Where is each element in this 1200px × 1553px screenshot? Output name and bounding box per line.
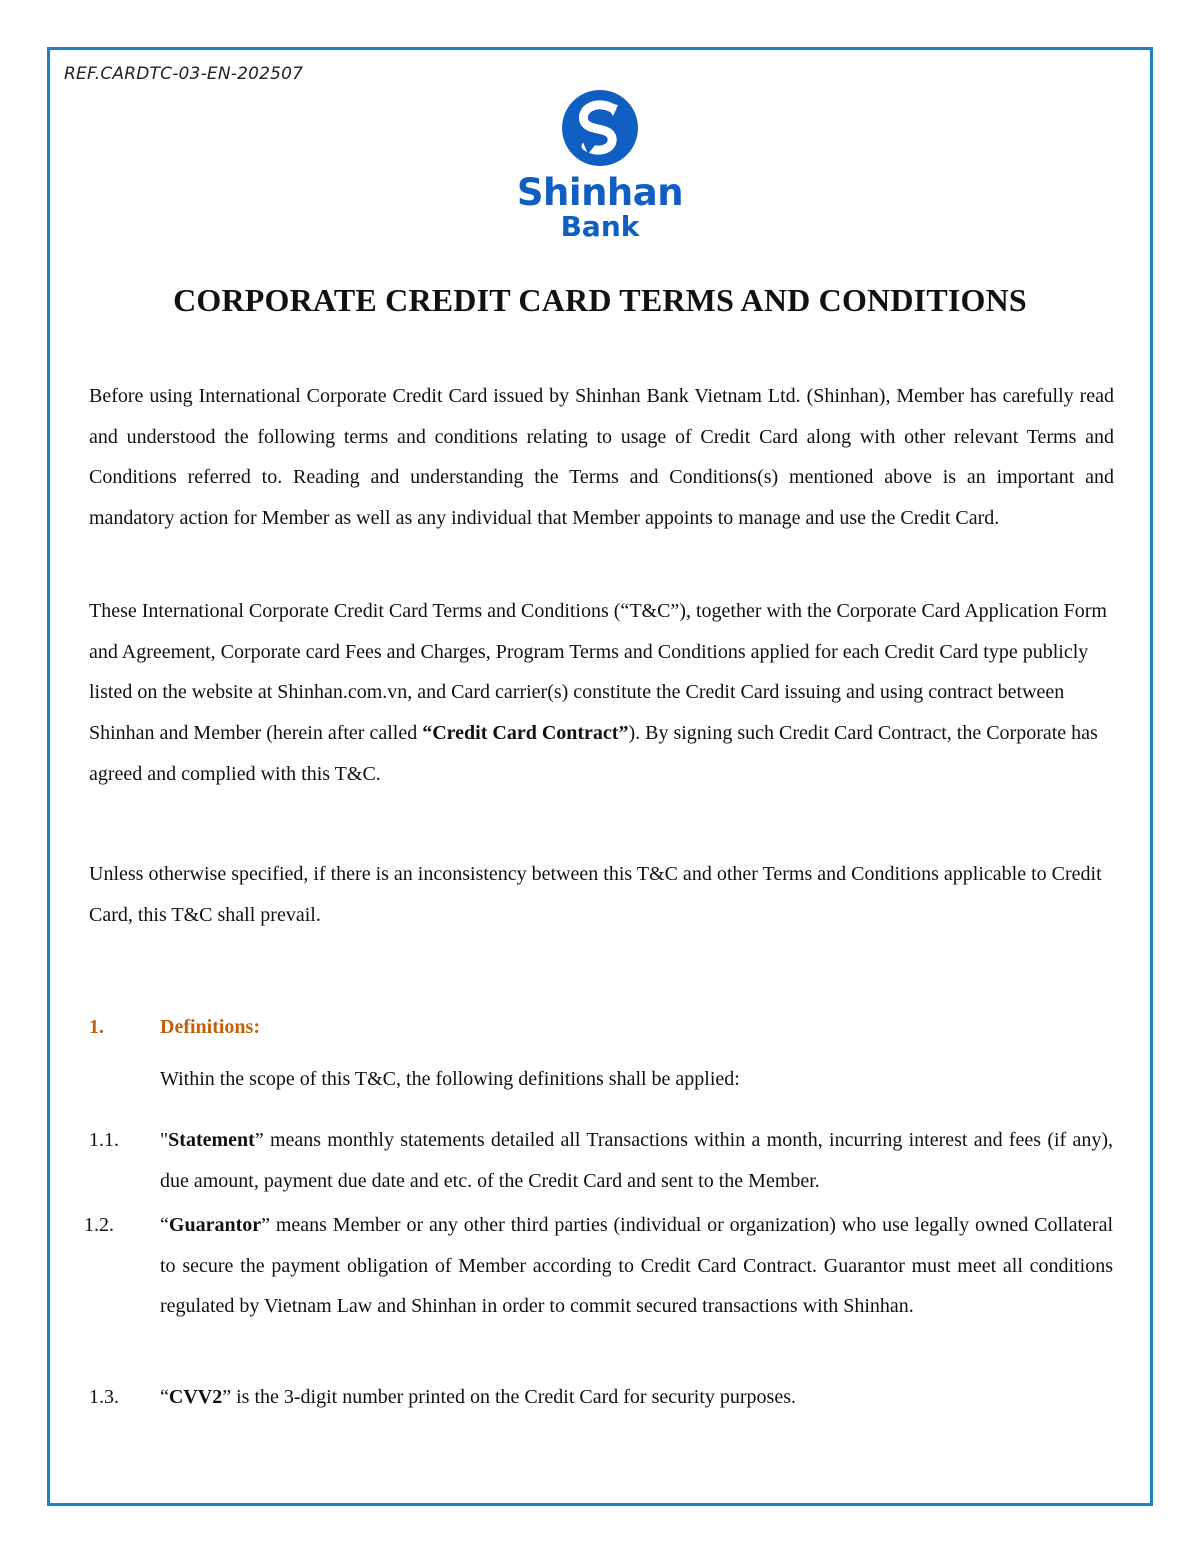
shinhan-emblem-icon [560,88,640,168]
definition-open-quote: “ [160,1386,169,1408]
definition-text: ” is the 3-digit number printed on the Credit Card for security purposes. [222,1386,796,1408]
definition-item [160,1377,1113,1418]
definition-term: Statement [168,1129,255,1151]
intro-paragraph-3: Unless otherwise specified, if there is an inconsistency between this T&C and other Terms and Conditions applicable to Credit Card, this T&C shall prevail. [89,863,1102,926]
definition-number: 1.2. [84,1214,114,1236]
logo-text-bank: Bank [560,210,640,243]
section-intro: Within the scope of this T&C, the following definitions shall be applied: [160,1068,740,1090]
definition-number: 1.3. [89,1386,119,1408]
definition-open-quote: " [160,1129,169,1151]
intro-paragraph-1: Before using International Corporate Credit Card issued by Shinhan Bank Vietnam Ltd. (Shinhan), Member has carefully read and understood the following terms and conditions relating to usage of Credit Card along with other relevant Terms and Conditions referred to. Reading and understanding the Terms and Conditions(s) mentioned above is an important and mandatory action for Member as well as any individual that Member appoints to manage and use the Credit Card. [89,385,1114,529]
definition-term: CVV2 [168,1386,223,1408]
section-title: Definitions: [160,1016,260,1038]
definition-number: 1.1. [89,1129,119,1151]
definition-term: Guarantor [168,1214,262,1236]
intro-paragraph-2-text-b: ). By signing such Credit Card Contract, the Corporate has agreed and complied with this T&C. [89,722,1098,785]
logo-text-shinhan: Shinhan [516,171,684,214]
intro-paragraph-2 [89,591,1114,795]
document-title: CORPORATE CREDIT CARD TERMS AND CONDITIONS [173,282,1027,318]
shinhan-logo [500,88,700,258]
reference-code: REF.CARDTC-03-EN-202507 [64,64,304,84]
definition-text: ” means Member or any other third parties (individual or organization) who use legally owned Collateral to secure the payment obligation of Member according to Credit Card Contract. Guarantor must meet all conditions regulated by Vietnam Law and Shinhan in order to commit secured transactions with Shinhan. [160,1214,1113,1317]
section-number: 1. [89,1016,104,1038]
credit-card-contract-term: “Credit Card Contract” [422,722,629,745]
definition-text: ” means monthly statements detailed all Transactions within a month, incurring interest and fees (if any), due amount, payment due date and etc. of the Credit Card and sent to the Member. [160,1129,1113,1192]
intro-paragraph-2-text-a: These International Corporate Credit Card Terms and Conditions (“T&C”), together with the Corporate Card Application Form and Agreement, Corporate card Fees and Charges, Program Terms and Conditions applied for each Credit Card type publicly listed on the website at Shinhan.com.vn, and Card carrier(s) constitute the Credit Card issuing and using contract between Shinhan and Member (herein after called [89,600,1107,745]
definition-open-quote: “ [160,1214,169,1236]
definition-item [160,1205,1113,1327]
definition-item [160,1120,1113,1201]
